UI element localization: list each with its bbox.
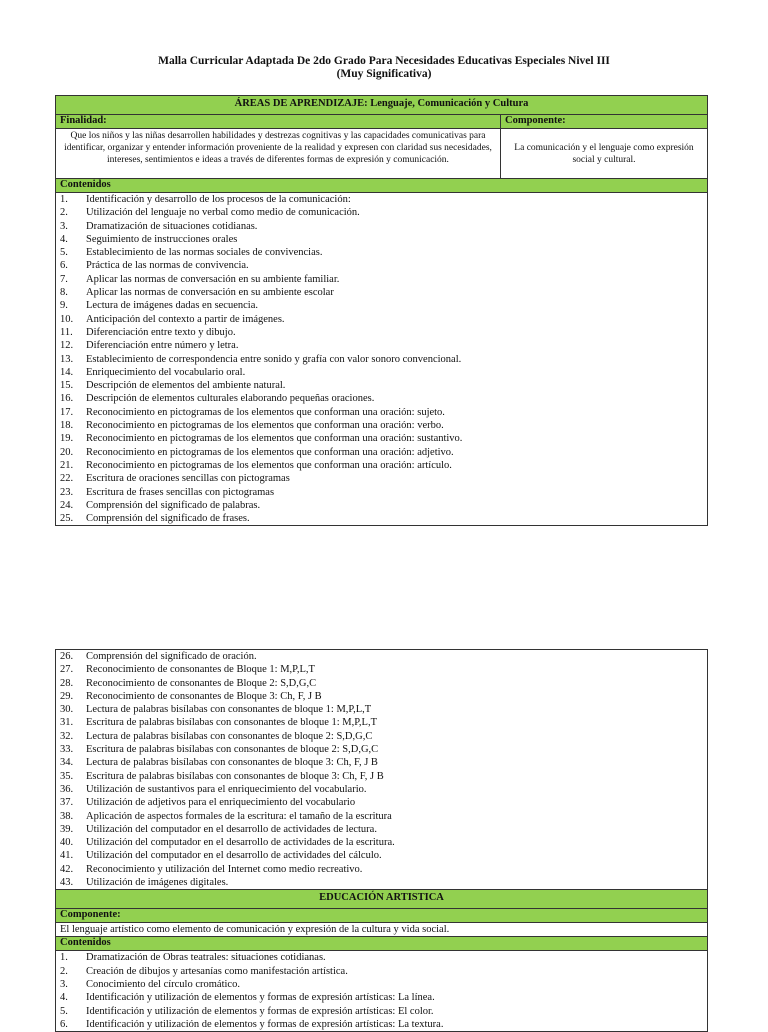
list-item-number: 7. [60,273,68,285]
list-item [60,446,703,459]
list-item [60,233,703,246]
art-contenidos-list [56,951,708,1032]
list-item-text: Identificación y utilización de elementos y formas de expresión artísticas: El color. [86,1005,434,1017]
list-item [60,206,703,219]
contenidos-list [56,193,708,526]
list-item [60,432,703,445]
list-item-text: Utilización de adjetivos para el enriquecimiento del vocabulario [86,797,356,809]
list-item-text: Reconocimiento en pictogramas de los elementos que conforman una oración: artículo. [86,459,452,471]
list-item [60,313,703,326]
list-item [60,339,703,352]
art-contenidos-label: Contenidos [56,937,708,951]
list-item-number: 11. [60,326,73,338]
list-item-number: 43. [60,877,74,889]
curriculum-table-language [55,95,708,526]
list-item-number: 40. [60,837,74,849]
list-item-text: Comprensión del significado de palabras. [86,499,261,511]
list-item-number: 33. [60,744,74,756]
list-item-text: Lectura de imágenes dadas en secuencia. [86,300,258,312]
list-item-number: 4. [60,992,68,1004]
list-item [60,392,703,405]
list-item-text: Enriquecimiento del vocabulario oral. [86,366,246,378]
list-item-text: Aplicar las normas de conversación en su ambiente escolar [86,287,334,299]
list-item-text: Anticipación del contexto a partir de imágenes. [86,313,285,325]
list-item [60,366,703,379]
finalidad-label: Finalidad: [56,115,501,129]
list-item [60,991,703,1004]
list-item-text: Descripción de elementos del ambiente natural. [86,380,286,392]
list-item [60,743,703,756]
list-item-text: Escritura de palabras bisílabas con consonantes de bloque 2: S,D,G,C [86,744,379,756]
list-item-text: Creación de dibujos y artesanías como manifestación artística. [86,965,348,977]
list-item-text: Identificación y utilización de elementos y formas de expresión artísticas: La línea. [86,992,435,1004]
list-item-text: Escritura de palabras bisílabas con consonantes de bloque 1: M,P,L,T [86,717,378,729]
list-item-text: Seguimiento de instrucciones orales [86,233,238,245]
list-item [60,876,703,889]
list-item [60,379,703,392]
list-item [60,810,703,823]
list-item [60,663,703,676]
list-item-number: 42. [60,863,74,875]
list-item-number: 14. [60,366,74,378]
list-item-text: Reconocimiento en pictogramas de los elementos que conforman una oración: verbo. [86,420,444,432]
list-item-number: 9. [60,300,68,312]
list-item-number: 16. [60,393,74,405]
list-item [60,273,703,286]
list-item-text: Establecimiento de correspondencia entre sonido y grafía con valor sonoro convencional. [86,353,462,365]
list-item [60,978,703,991]
list-item [60,716,703,729]
list-item-number: 17. [60,406,74,418]
list-item-text: Dramatización de situaciones cotidianas. [86,220,258,232]
list-item-number: 39. [60,823,74,835]
list-item [60,326,703,339]
list-item [60,849,703,862]
list-item-number: 23. [60,486,74,498]
list-item-text: Lectura de palabras bisílabas con consonantes de bloque 1: M,P,L,T [86,704,372,716]
list-item [60,796,703,809]
list-item-text: Diferenciación entre número y letra. [86,340,239,352]
list-item [60,472,703,485]
list-item-number: 35. [60,770,74,782]
list-item-number: 3. [60,978,68,990]
list-item [60,193,703,206]
list-item-text: Reconocimiento de consonantes de Bloque 1: M,P,L,T [86,664,315,676]
list-item [60,823,703,836]
list-item-number: 26. [60,651,74,662]
list-item-text: Lectura de palabras bisílabas con consonantes de bloque 2: S,D,G,C [86,730,373,742]
list-item-text: Establecimiento de las normas sociales de convivencias. [86,247,323,259]
list-item-number: 19. [60,433,74,445]
list-item [60,756,703,769]
componente-text: La comunicación y el lenguaje como expresión social y cultural. [501,129,708,179]
list-item-text: Escritura de frases sencillas con pictogramas [86,486,275,498]
list-item-number: 10. [60,313,74,325]
list-item [60,1005,703,1018]
list-item-number: 36. [60,783,74,795]
list-item-text: Utilización del computador en el desarrollo de actividades de lectura. [86,823,377,835]
list-item [60,220,703,233]
list-item-number: 28. [60,677,74,689]
list-item-text: Reconocimiento en pictogramas de los elementos que conforman una oración: sujeto. [86,406,445,418]
finalidad-text: Que los niños y las niñas desarrollen habilidades y destrezas cognitivas y las capacidades comunicativas para identificar, organizar y entender información proveniente de la realidad y expresen con claridad sus necesidades, intereses, sentimientos e ideas a través de diferentes formas de expresión y comunicación. [56,129,501,179]
list-item [60,499,703,512]
list-item [60,419,703,432]
list-item-text: Lectura de palabras bisílabas con consonantes de bloque 3: Ch, F, J B [86,757,378,769]
list-item-number: 2. [60,965,68,977]
list-item [60,730,703,743]
list-item [60,650,703,663]
area-title-language: ÁREAS DE APRENDIZAJE: Lenguaje, Comunicación y Cultura [56,96,708,115]
list-item-number: 32. [60,730,74,742]
list-item [60,965,703,978]
list-item-text: Reconocimiento de consonantes de Bloque 3: Ch, F, J B [86,690,322,702]
list-item-text: Reconocimiento y utilización del Internet como medio recreativo. [86,863,363,875]
list-item-number: 27. [60,664,74,676]
list-item [60,951,703,964]
curriculum-table-continued [55,649,708,1032]
list-item-number: 29. [60,690,74,702]
list-item [60,863,703,876]
list-item-number: 30. [60,704,74,716]
list-item-number: 31. [60,717,74,729]
list-item-text: Utilización del computador en el desarrollo de actividades del cálculo. [86,850,382,862]
list-item-number: 8. [60,287,68,299]
list-item-text: Aplicar las normas de conversación en su ambiente familiar. [86,273,340,285]
list-item-text: Reconocimiento en pictogramas de los elementos que conforman una oración: sustantivo. [86,433,463,445]
list-item [60,353,703,366]
list-item-text: Identificación y utilización de elementos y formas de expresión artísticas: La textura. [86,1018,444,1030]
list-item-number: 34. [60,757,74,769]
list-item-number: 24. [60,499,74,511]
art-componente-label: Componente: [56,909,708,923]
list-item [60,459,703,472]
list-item-number: 12. [60,340,74,352]
list-item-number: 25. [60,513,74,525]
list-item-number: 6. [60,260,68,272]
list-item [60,299,703,312]
list-item-number: 20. [60,446,74,458]
list-item-number: 3. [60,220,68,232]
contenidos-label: Contenidos [56,179,708,193]
list-item [60,406,703,419]
list-item-text: Conocimiento del círculo cromático. [86,978,240,990]
list-item-number: 4. [60,233,68,245]
list-item [60,512,703,525]
list-item-number: 37. [60,797,74,809]
list-item-text: Diferenciación entre texto y dibujo. [86,326,236,338]
area-title-art: EDUCACIÓN ARTISTICA [56,890,708,909]
list-item [60,246,703,259]
list-item-number: 22. [60,473,74,485]
list-item-number: 2. [60,207,68,219]
list-item-number: 41. [60,850,74,862]
art-componente-text: El lenguaje artístico como elemento de comunicación y expresión de la cultura y vida social. [56,923,708,937]
list-item-number: 1. [60,194,68,205]
list-item-number: 18. [60,420,74,432]
list-item-text: Escritura de palabras bisílabas con consonantes de bloque 3: Ch, F, J B [86,770,384,782]
list-item [60,770,703,783]
list-item-number: 38. [60,810,74,822]
contenidos-list-continued [56,650,708,890]
list-item-number: 6. [60,1018,68,1030]
list-item [60,259,703,272]
list-item-number: 1. [60,952,68,964]
list-item-number: 5. [60,247,68,259]
list-item-number: 15. [60,380,74,392]
list-item [60,677,703,690]
list-item-text: Descripción de elementos culturales elaborando pequeñas oraciones. [86,393,375,405]
list-item-text: Escritura de oraciones sencillas con pictogramas [86,473,290,485]
page-title: Malla Curricular Adaptada De 2do Grado Para Necesidades Educativas Especiales Nivel III [158,55,610,67]
list-item [60,486,703,499]
list-item-text: Identificación y desarrollo de los procesos de la comunicación: [86,194,351,205]
list-item-text: Dramatización de Obras teatrales: situaciones cotidianas. [86,952,326,964]
list-item [60,783,703,796]
list-item [60,703,703,716]
list-item [60,286,703,299]
list-item [60,1018,703,1031]
list-item-text: Utilización del lenguaje no verbal como medio de comunicación. [86,207,360,219]
componente-label: Componente: [501,115,708,129]
list-item-text: Reconocimiento en pictogramas de los elementos que conforman una oración: adjetivo. [86,446,454,458]
list-item-text: Utilización de sustantivos para el enriquecimiento del vocabulario. [86,783,367,795]
list-item-number: 21. [60,459,74,471]
list-item [60,836,703,849]
list-item-text: Comprensión del significado de frases. [86,513,250,525]
list-item-text: Comprensión del significado de oración. [86,651,257,662]
page-subtitle: (Muy Significativa) [336,68,432,80]
list-item-number: 5. [60,1005,68,1017]
list-item [60,690,703,703]
list-item-text: Reconocimiento de consonantes de Bloque 2: S,D,G,C [86,677,317,689]
list-item-text: Utilización del computador en el desarrollo de actividades de la escritura. [86,837,395,849]
list-item-number: 13. [60,353,74,365]
list-item-text: Utilización de imágenes digitales. [86,877,229,889]
list-item-text: Aplicación de aspectos formales de la escritura: el tamaño de la escritura [86,810,392,822]
list-item-text: Práctica de las normas de convivencia. [86,260,249,272]
